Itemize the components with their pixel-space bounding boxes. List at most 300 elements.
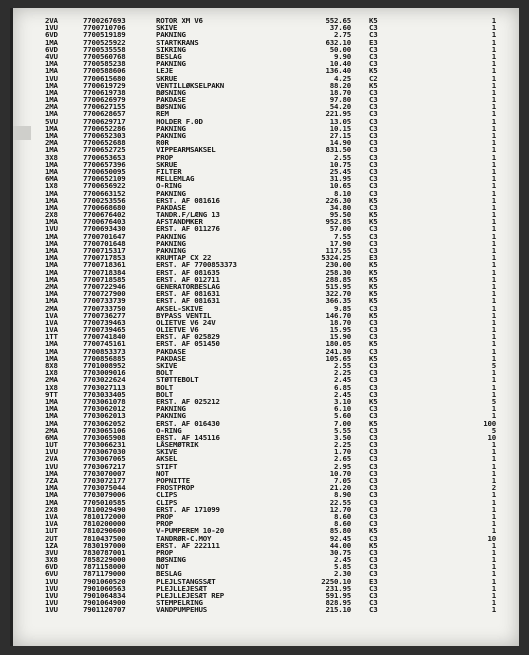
row-code: 1MA xyxy=(45,404,58,414)
quantity: 1 xyxy=(491,30,496,40)
price-unit-code: C3 xyxy=(369,440,378,450)
price-unit-code: K5 xyxy=(369,267,378,277)
price-unit-code: K5 xyxy=(369,540,378,550)
row-code: 1MA xyxy=(45,109,58,119)
price-unit-code: C3 xyxy=(369,346,378,356)
row-code: 1MA xyxy=(45,131,58,140)
part-number: 7700727900 xyxy=(83,289,126,299)
part-number: 7700652688 xyxy=(83,138,126,148)
part-number: 7700588606 xyxy=(83,66,126,76)
quantity: 1 xyxy=(491,51,496,61)
row-code: 1VU xyxy=(45,605,58,615)
quantity: 1 xyxy=(491,461,496,471)
unit-price: 10.75 xyxy=(329,159,351,169)
part-number: 7830197000 xyxy=(83,540,126,550)
unit-price: 221.95 xyxy=(325,109,351,119)
quantity: 1 xyxy=(491,497,496,507)
row-code: 1VU xyxy=(45,23,58,33)
quantity: 1 xyxy=(491,202,496,212)
row-code: 1MA xyxy=(45,80,58,90)
quantity: 1 xyxy=(491,468,496,478)
price-unit-code: C3 xyxy=(369,483,378,493)
unit-price: 6.10 xyxy=(334,404,351,414)
price-unit-code: C3 xyxy=(369,382,378,392)
unit-price: 322.70 xyxy=(325,289,351,299)
part-description: SIKRING xyxy=(156,44,186,54)
part-description: PAKDASE xyxy=(156,353,186,363)
part-description: PAKNING xyxy=(156,123,186,133)
part-description: ERST. AF 081631 xyxy=(156,289,220,299)
part-number: 7700676403 xyxy=(83,217,126,227)
part-description: NOT xyxy=(156,562,169,572)
row-code: 6VD xyxy=(45,562,58,572)
price-unit-code: C3 xyxy=(369,303,378,313)
unit-price: 828.95 xyxy=(325,598,351,608)
price-unit-code: C3 xyxy=(369,238,378,248)
part-number: 7700693430 xyxy=(83,224,126,234)
quantity: 1 xyxy=(491,166,496,176)
quantity: 5 xyxy=(491,396,496,406)
part-number: 7700701648 xyxy=(83,238,126,248)
part-number: 7703027113 xyxy=(83,382,126,392)
part-description: STEMPELRING xyxy=(156,598,203,608)
part-number: 7700653653 xyxy=(83,152,126,162)
part-number: 7703066231 xyxy=(83,440,126,450)
row-code: 1MA xyxy=(45,396,58,406)
unit-price: 34.80 xyxy=(329,202,351,212)
part-number: 7703062012 xyxy=(83,404,126,414)
row-code: 1MA xyxy=(45,296,58,306)
row-code: 1X8 xyxy=(45,181,58,191)
row-code: 1MA xyxy=(45,267,58,277)
quantity: 1 xyxy=(491,310,496,320)
row-code: 1VA xyxy=(45,310,58,320)
quantity: 1 xyxy=(491,195,496,205)
quantity: 1 xyxy=(491,23,496,33)
unit-price: 2.95 xyxy=(334,461,351,471)
row-code: 1ZA xyxy=(45,540,58,550)
part-description: PAKDASE xyxy=(156,202,186,212)
table-row xyxy=(21,606,511,613)
part-description: PAKNING xyxy=(156,188,186,198)
part-number: 7700718361 xyxy=(83,260,126,270)
part-description: BOLT xyxy=(156,368,173,378)
unit-price: 952.85 xyxy=(325,217,351,227)
unit-price: 50.00 xyxy=(329,44,351,54)
part-description: REM xyxy=(156,109,169,119)
part-number: 7700650095 xyxy=(83,166,126,176)
quantity: 1 xyxy=(491,16,496,25)
unit-price: 8.10 xyxy=(334,188,351,198)
part-description: ERST. AF 145116 xyxy=(156,432,220,442)
quantity: 10 xyxy=(487,533,496,543)
quantity: 1 xyxy=(491,87,496,97)
row-code: 2MA xyxy=(45,138,58,148)
part-number: 7700710706 xyxy=(83,23,126,33)
part-number: 7703067065 xyxy=(83,454,126,464)
part-description: VENTILLØKSELPAKN xyxy=(156,80,224,90)
row-code: 6MA xyxy=(45,174,58,184)
unit-price: 241.30 xyxy=(325,346,351,356)
unit-price: 97.80 xyxy=(329,95,351,105)
price-unit-code: C3 xyxy=(369,461,378,471)
price-unit-code: C3 xyxy=(369,411,378,421)
unit-price: 2.45 xyxy=(334,555,351,565)
price-unit-code: C3 xyxy=(369,533,378,543)
part-number: 7901064834 xyxy=(83,591,126,600)
price-unit-code: C3 xyxy=(369,519,378,529)
part-description: OLIETVE V6 xyxy=(156,325,199,335)
price-unit-code: C3 xyxy=(369,490,378,500)
part-number: 7700267693 xyxy=(83,16,126,25)
unit-price: 515.95 xyxy=(325,281,351,291)
part-number: 7703067217 xyxy=(83,461,126,471)
unit-price: 258.30 xyxy=(325,267,351,277)
part-description: STARTKRANS xyxy=(156,37,199,47)
unit-price: 8.90 xyxy=(334,490,351,500)
part-number: 7700663152 xyxy=(83,188,126,198)
part-number: 7700652286 xyxy=(83,123,126,133)
row-code: 1MA xyxy=(45,238,58,248)
row-code: 9TT xyxy=(45,389,58,399)
part-description: STØTTEBOLT xyxy=(156,375,199,385)
part-number: 7700745161 xyxy=(83,339,126,349)
quantity: 1 xyxy=(491,605,496,615)
quantity: 1 xyxy=(491,253,496,263)
part-number: 7700657396 xyxy=(83,159,126,169)
quantity: 1 xyxy=(491,440,496,450)
row-code: 1MA xyxy=(45,95,58,105)
quantity: 1 xyxy=(491,181,496,191)
unit-price: 21.20 xyxy=(329,483,351,493)
row-code: 2VA xyxy=(45,454,58,464)
part-description: OLIETVE V6 24V xyxy=(156,317,216,327)
part-number: 7700739463 xyxy=(83,317,126,327)
part-description: AKSEL xyxy=(156,454,178,464)
quantity: 1 xyxy=(491,368,496,378)
row-code: 1MA xyxy=(45,253,58,263)
row-code: 1MA xyxy=(45,123,58,133)
part-number: 7703067030 xyxy=(83,447,126,457)
part-number: 7700535558 xyxy=(83,44,126,54)
row-code: 1VU xyxy=(45,583,58,593)
price-unit-code: C3 xyxy=(369,569,378,579)
part-number: 7830787001 xyxy=(83,547,126,557)
quantity: 1 xyxy=(491,188,496,198)
quantity: 1 xyxy=(491,411,496,421)
part-number: 7700668680 xyxy=(83,202,126,212)
quantity: 1 xyxy=(491,123,496,133)
row-code: 2X8 xyxy=(45,504,58,514)
part-number: 7703009016 xyxy=(83,368,126,378)
part-number: 7700718585 xyxy=(83,274,126,284)
part-number: 7810437500 xyxy=(83,533,126,543)
unit-price: 2.30 xyxy=(334,569,351,579)
price-unit-code: C3 xyxy=(369,583,378,593)
row-code: 1MA xyxy=(45,166,58,176)
quantity: 1 xyxy=(491,490,496,500)
price-unit-code: E3 xyxy=(369,37,378,47)
price-unit-code: C3 xyxy=(369,325,378,335)
price-unit-code: K5 xyxy=(369,353,378,363)
quantity: 1 xyxy=(491,339,496,349)
row-code: 1UT xyxy=(45,526,58,536)
quantity: 1 xyxy=(491,447,496,457)
part-description: ERST. AF 025212 xyxy=(156,396,220,406)
row-code: 1MA xyxy=(45,202,58,212)
row-code: 1VU xyxy=(45,598,58,608)
unit-price: 7.00 xyxy=(334,418,351,428)
unit-price: 25.45 xyxy=(329,166,351,176)
unit-price: 3.50 xyxy=(334,432,351,442)
price-unit-code: C3 xyxy=(369,159,378,169)
unit-price: 8.60 xyxy=(334,511,351,521)
part-description: BOLT xyxy=(156,382,173,392)
quantity: 1 xyxy=(491,555,496,565)
quantity: 1 xyxy=(491,526,496,536)
price-unit-code: C3 xyxy=(369,555,378,565)
price-unit-code: C3 xyxy=(369,174,378,184)
part-number: 7810200000 xyxy=(83,519,126,529)
price-unit-code: K5 xyxy=(369,526,378,536)
part-number: 7700856885 xyxy=(83,353,126,363)
quantity: 1 xyxy=(491,131,496,140)
unit-price: 288.85 xyxy=(325,274,351,284)
part-number: 7700652725 xyxy=(83,145,126,155)
price-unit-code: C3 xyxy=(369,131,378,140)
row-code: 7ZA xyxy=(45,476,58,485)
part-number: 7700739465 xyxy=(83,325,126,335)
part-description: ERST. AF 025829 xyxy=(156,332,220,342)
price-unit-code: C3 xyxy=(369,468,378,478)
part-number: 7703022624 xyxy=(83,375,126,385)
quantity: 1 xyxy=(491,598,496,608)
quantity: 1 xyxy=(491,289,496,299)
part-number: 7700652109 xyxy=(83,174,126,184)
unit-price: 37.60 xyxy=(329,23,351,33)
price-unit-code: C3 xyxy=(369,116,378,126)
unit-price: 2.45 xyxy=(334,389,351,399)
price-unit-code: C3 xyxy=(369,59,378,69)
row-code: 1VA xyxy=(45,317,58,327)
part-description: SKRUE xyxy=(156,159,178,169)
row-code: 1MA xyxy=(45,188,58,198)
unit-price: 18.70 xyxy=(329,87,351,97)
part-number: 7700717853 xyxy=(83,253,126,263)
part-number: 7703075044 xyxy=(83,483,126,493)
part-description: PAKNING xyxy=(156,238,186,248)
row-code: 1MA xyxy=(45,418,58,428)
part-description: MELLEMLAG xyxy=(156,174,195,184)
unit-price: 57.00 xyxy=(329,224,351,234)
price-unit-code: C3 xyxy=(369,202,378,212)
price-unit-code: C2 xyxy=(369,73,378,83)
price-unit-code: K5 xyxy=(369,195,378,205)
unit-price: 3.10 xyxy=(334,396,351,406)
part-description: BESLAG xyxy=(156,51,182,61)
part-number: 7700585238 xyxy=(83,59,126,69)
quantity: 1 xyxy=(491,375,496,385)
part-description: ERST. AF 171099 xyxy=(156,504,220,514)
part-description: ERST. AF 7700853373 xyxy=(156,260,237,270)
part-description: TANDRØR-C.MOY xyxy=(156,533,212,543)
row-code: 1MA xyxy=(45,497,58,507)
quantity: 1 xyxy=(491,152,496,162)
price-unit-code: C3 xyxy=(369,317,378,327)
row-code: 1MA xyxy=(45,87,58,97)
unit-price: 591.95 xyxy=(325,591,351,600)
part-description: ERST. AF 051450 xyxy=(156,339,220,349)
quantity: 1 xyxy=(491,389,496,399)
quantity: 1 xyxy=(491,174,496,184)
price-unit-code: C3 xyxy=(369,425,378,435)
row-code: 1MA xyxy=(45,246,58,255)
quantity: 1 xyxy=(491,547,496,557)
part-number: 7700629717 xyxy=(83,116,126,126)
price-unit-code: K5 xyxy=(369,418,378,428)
row-code: 2MA xyxy=(45,425,58,435)
row-code: 1VA xyxy=(45,325,58,335)
part-number: 7858229000 xyxy=(83,555,126,565)
part-description: AKSEL-SKIVE xyxy=(156,303,203,313)
unit-price: 27.15 xyxy=(329,131,351,140)
quantity: 5 xyxy=(491,361,496,370)
part-number: 7703072177 xyxy=(83,476,126,485)
quantity: 1 xyxy=(491,281,496,291)
unit-price: 8.60 xyxy=(334,519,351,529)
part-description: AFSTANDMKER xyxy=(156,217,203,227)
unit-price: 226.30 xyxy=(325,195,351,205)
unit-price: 552.65 xyxy=(325,16,351,25)
quantity: 1 xyxy=(491,540,496,550)
unit-price: 10.40 xyxy=(329,59,351,69)
row-code: 1MA xyxy=(45,468,58,478)
unit-price: 85.80 xyxy=(329,526,351,536)
part-number: 7700560768 xyxy=(83,51,126,61)
quantity: 1 xyxy=(491,303,496,313)
quantity: 1 xyxy=(491,95,496,105)
part-description: LÅSEMØTRIK xyxy=(156,440,199,450)
part-number: 7700627155 xyxy=(83,102,126,112)
price-unit-code: C3 xyxy=(369,332,378,342)
unit-price: 44.00 xyxy=(329,540,351,550)
quantity: 1 xyxy=(491,66,496,76)
unit-price: 15.90 xyxy=(329,332,351,342)
row-code: 1X8 xyxy=(45,382,58,392)
row-code: 1MA xyxy=(45,159,58,169)
quantity: 1 xyxy=(491,116,496,126)
price-unit-code: C3 xyxy=(369,224,378,234)
part-description: CLIPS xyxy=(156,490,178,500)
part-number: 7700626979 xyxy=(83,95,126,105)
part-number: 7701008952 xyxy=(83,361,126,370)
part-number: 7901120707 xyxy=(83,605,126,615)
part-description: KRUMTAP CX 22 xyxy=(156,253,212,263)
price-unit-code: K5 xyxy=(369,210,378,220)
part-description: PAKNING xyxy=(156,131,186,140)
row-code: 3X8 xyxy=(45,152,58,162)
part-description: LEJE xyxy=(156,66,173,76)
part-description: GENERATORBESLAG xyxy=(156,281,220,291)
part-number: 7703062052 xyxy=(83,418,126,428)
part-description: ERST. AF 081631 xyxy=(156,296,220,306)
part-description: V-PUMPEREM 10-20 xyxy=(156,526,224,536)
quantity: 1 xyxy=(491,210,496,220)
part-number: 7700718384 xyxy=(83,267,126,277)
parts-list-page xyxy=(10,8,519,646)
price-unit-code: C3 xyxy=(369,188,378,198)
unit-price: 6.85 xyxy=(334,382,351,392)
part-description: ERST. AF 011276 xyxy=(156,224,220,234)
quantity: 1 xyxy=(491,159,496,169)
part-description: ERST. AF 081635 xyxy=(156,267,220,277)
part-description: O-RING xyxy=(156,181,182,191)
price-unit-code: C3 xyxy=(369,361,378,370)
row-code: 1MA xyxy=(45,483,58,493)
price-unit-code: K5 xyxy=(369,217,378,227)
quantity: 1 xyxy=(491,404,496,414)
price-unit-code: C3 xyxy=(369,547,378,557)
part-description: ERST. AF 016430 xyxy=(156,418,220,428)
row-code: 1VU xyxy=(45,73,58,83)
part-number: 7700722946 xyxy=(83,281,126,291)
price-unit-code: C3 xyxy=(369,447,378,457)
quantity: 1 xyxy=(491,296,496,306)
part-number: 7703062013 xyxy=(83,411,126,421)
quantity: 1 xyxy=(491,260,496,270)
unit-price: 2.55 xyxy=(334,152,351,162)
price-unit-code: C3 xyxy=(369,605,378,615)
part-description: PAKDASE xyxy=(156,95,186,105)
part-description: BOLT xyxy=(156,389,173,399)
quantity: 1 xyxy=(491,80,496,90)
price-unit-code: C3 xyxy=(369,432,378,442)
unit-price: 9.90 xyxy=(334,51,351,61)
quantity: 1 xyxy=(491,267,496,277)
row-code: 1VA xyxy=(45,519,58,529)
unit-price: 31.95 xyxy=(329,174,351,184)
row-code: 1MA xyxy=(45,217,58,227)
row-code: 1MA xyxy=(45,490,58,500)
quantity: 1 xyxy=(491,44,496,54)
price-unit-code: K5 xyxy=(369,396,378,406)
price-unit-code: E3 xyxy=(369,253,378,263)
part-description: FILTER xyxy=(156,166,182,176)
price-unit-code: C3 xyxy=(369,404,378,414)
unit-price: 215.10 xyxy=(325,605,351,615)
row-code: 1UT xyxy=(45,440,58,450)
row-code: 1VU xyxy=(45,591,58,600)
part-description: PAKDASE xyxy=(156,346,186,356)
unit-price: 231.95 xyxy=(325,583,351,593)
part-description: ERST. AF 012711 xyxy=(156,274,220,284)
part-number: 7703079006 xyxy=(83,490,126,500)
part-number: 7871158000 xyxy=(83,562,126,572)
quantity: 1 xyxy=(491,325,496,335)
part-number: 7700652303 xyxy=(83,131,126,140)
part-number: 7810290600 xyxy=(83,526,126,536)
unit-price: 4.25 xyxy=(334,73,351,83)
price-unit-code: C3 xyxy=(369,51,378,61)
quantity: 1 xyxy=(491,346,496,356)
part-description: POPNITTE xyxy=(156,476,190,485)
row-code: 1MA xyxy=(45,231,58,241)
part-description: HOLDER F.0D xyxy=(156,116,203,126)
unit-price: 10.15 xyxy=(329,123,351,133)
unit-price: 831.50 xyxy=(325,145,351,155)
row-code: 6VU xyxy=(45,569,58,579)
row-code: 1TT xyxy=(45,332,58,342)
